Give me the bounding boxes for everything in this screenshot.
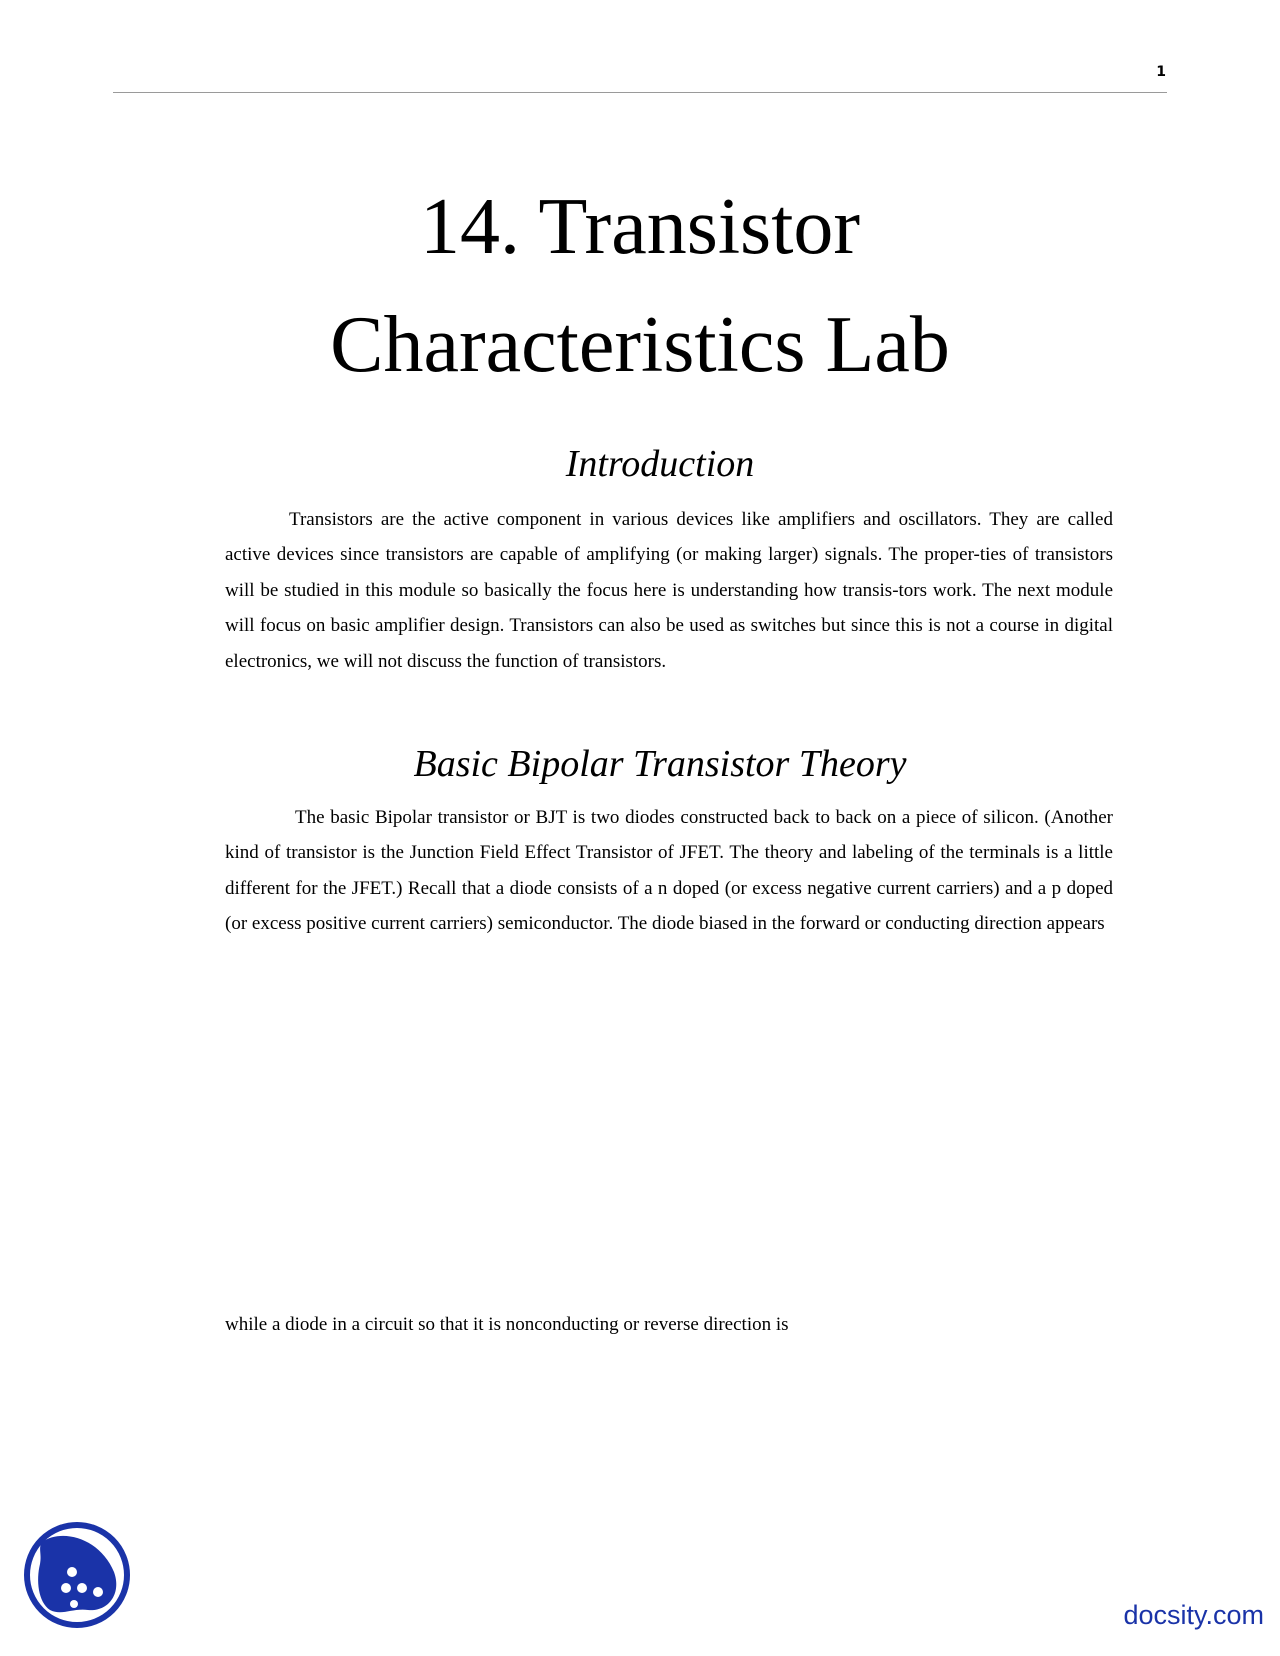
page-number: 1 bbox=[1156, 64, 1166, 80]
bjt-theory-heading: Basic Bipolar Transistor Theory bbox=[413, 743, 907, 785]
title-line-2: Characteristics Lab bbox=[330, 301, 950, 389]
page-title bbox=[0, 168, 1280, 404]
docsity-brand-link[interactable]: docsity.com bbox=[1123, 1600, 1264, 1630]
header-divider bbox=[113, 92, 1167, 93]
introduction-paragraph: Transistors are the active component in various devices like amplifiers and oscillators. They are called active devices since transistors are capable of amplifying (or making larger) signals. The proper-ties of transistors will be studied in this module so basically the focus here is understanding how transis-tors work. The next module will focus on basic amplifier design. Transistors can also be used as switches but since this is not a course in digital electronics, we will not discuss the function of transistors. bbox=[225, 509, 1113, 672]
introduction-heading: Introduction bbox=[565, 443, 755, 485]
reverse-bias-paragraph: while a diode in a circuit so that it is nonconducting or reverse direction is bbox=[225, 1314, 789, 1335]
bjt-theory-paragraph: The basic Bipolar transistor or BJT is two diodes constructed back to back on a piece of silicon. (Another kind of transistor is the Junction Field Effect Transistor of JFET. The theory and labeling of the terminals is a little different for the JFET.) Recall that a diode consists of a n doped (or excess negative current carriers) and a p doped (or excess positive current carriers) semiconductor. The diode biased in the forward or conducting direction appears bbox=[225, 807, 1113, 935]
docsity-logo-icon[interactable] bbox=[22, 1520, 132, 1630]
title-line-1: 14. Transistor bbox=[419, 183, 861, 271]
